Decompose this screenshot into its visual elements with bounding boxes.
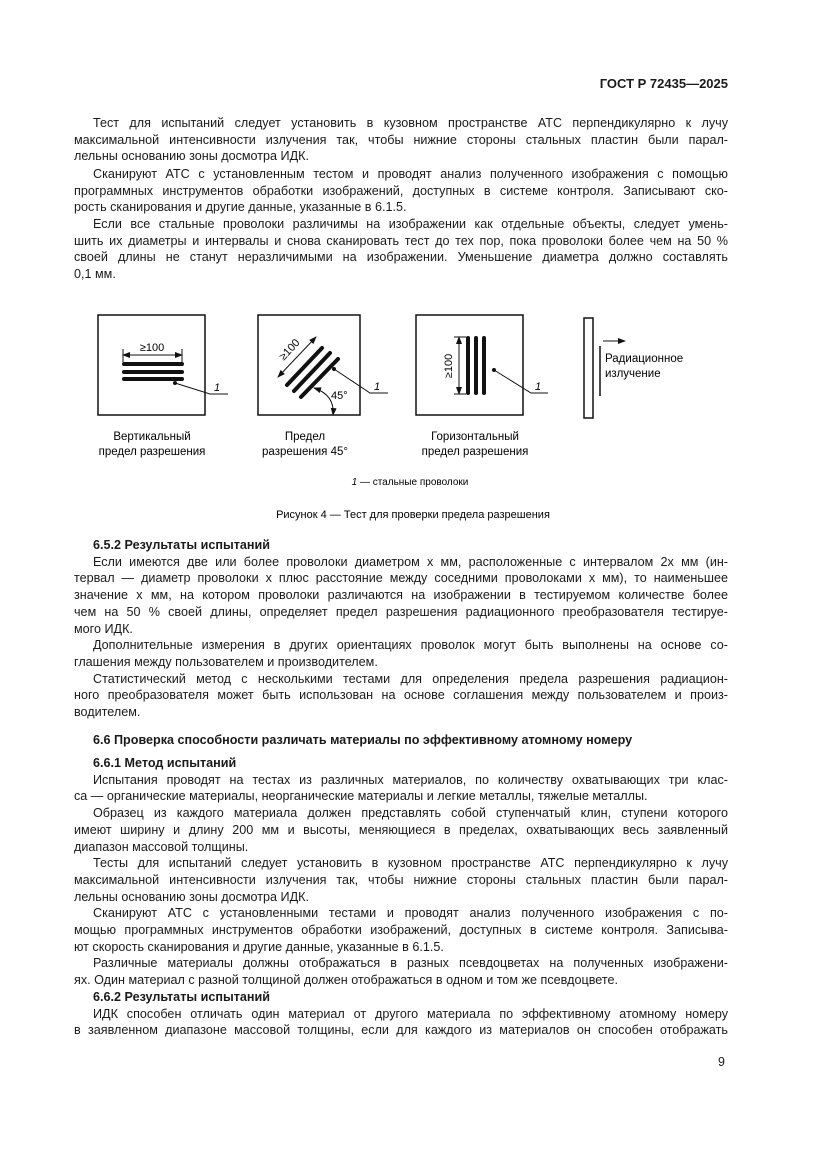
text-line: значение x мм, на котором проволоки различаются на изображении в тестируемом количестве более (74, 588, 728, 603)
text-line: Если все стальные проволоки различимы на изображении как отдельные объекты, следует умень- (93, 217, 728, 231)
text-line: глашения между пользователем и производителем. (74, 654, 378, 669)
callout-label: 1 (374, 381, 381, 393)
text-line: Тесты для испытаний следует установить в кузовном пространстве АТС перпендикулярно к лучу (93, 856, 728, 871)
panel-caption: предел разрешения (98, 446, 206, 458)
text-line: ИДК способен отличать один материал от другого материала по эффективному атомному номеру (93, 1006, 728, 1021)
dimension-label: ≥100 (139, 342, 165, 354)
text-line: максимальной интенсивности излучения так, чтобы нижние стороны стальных пластин были парал- (74, 132, 728, 147)
text-line: чем на 50 % своей длины, определяет предел разрешения радиационного преобразователя тестируе- (74, 604, 728, 619)
panel-caption: разрешения 45° (262, 446, 348, 458)
panel-45 (258, 315, 388, 458)
text-line: Сканируют АТС с установленным тестом и проводят анализ полученного изображения с помощью (93, 167, 728, 181)
text-line: ют скорость сканирования и другие данные, указанные в 6.1.5. (74, 939, 444, 954)
dimension-label: ≥100 (443, 353, 455, 379)
text-line: 0,1 мм. (74, 267, 116, 282)
text-line: в заявленном диапазоне массовой толщины, если для каждого из материалов он способен отображать (74, 1023, 728, 1038)
panel-caption: предел разрешения (421, 446, 529, 458)
paragraph (74, 554, 728, 638)
text-line: са — органические материалы, неорганические материалы и легкие металлы, тяжелые металлы. (74, 789, 648, 804)
paragraph (74, 955, 728, 988)
section-heading: 6.6.2 Результаты испытаний (93, 989, 270, 1004)
section-heading: 6.5.2 Результаты испытаний (93, 538, 270, 552)
paragraph (74, 905, 728, 955)
text-line: лельны основанию зоны досмотра ИДК. (74, 889, 309, 904)
steel-wires (124, 364, 182, 379)
document-header: ГОСТ Р 72435—2025 (599, 76, 728, 91)
callout-label: 1 (535, 381, 542, 393)
page-number: 9 (718, 1055, 725, 1069)
paragraph (74, 671, 728, 721)
radiation-label: излучение (605, 368, 661, 380)
text-line: тервал — диаметр проволоки x плюс расстояние между соседними проволоками x мм), то наименьшее (74, 571, 728, 586)
angle-label: 45° (331, 390, 348, 402)
section-heading: 6.6 Проверка способности различать материалы по эффективному атомному номеру (93, 733, 633, 747)
text-line: Различные материалы должны отображаться в разных псевдоцветах на полученных изображени- (93, 956, 728, 971)
panel-caption: Предел (284, 431, 326, 443)
text-line: Тест для испытаний следует установить в кузовном пространстве АТС перпендикулярно к лучу (93, 116, 728, 130)
callout-label: 1 (214, 382, 221, 394)
text-line: мого ИДК. (74, 621, 133, 636)
text-line: диапазон массовой толщины. (74, 839, 249, 854)
text-line: ного преобразователя может быть использован на основе соглашения между пользователем и произ- (74, 688, 728, 703)
text-line: Дополнительные измерения в других ориентациях проволок могут быть выполнены на основе со- (93, 638, 728, 653)
panel-caption: Вертикальный (113, 431, 191, 443)
panel-horizontal (416, 315, 548, 458)
text-line: шить их диаметры и интервалы и снова сканировать тест до тех пор, пока проволоки более чем на 50 % (74, 233, 728, 248)
text-line: рость сканирования и другие данные, указанные в 6.1.5. (74, 200, 407, 215)
text-line: Если имеются две или более проволоки диаметром x мм, расположенные с интервалом 2x мм (ин- (93, 554, 728, 569)
dimension-label: ≥100 (277, 336, 303, 363)
text-line: ях. Один материал с разной толщиной должен отображаться в одном и том же псевдоцвете. (74, 973, 619, 988)
text-line: лельны основанию зоны досмотра ИДК. (74, 149, 309, 164)
section-6-6-1 (74, 755, 728, 1039)
figure-caption: Рисунок 4 — Тест для проверки предела разрешения (276, 509, 550, 521)
radiation-label: Радиационное (605, 353, 684, 365)
paragraph (74, 637, 728, 670)
radiation-source (584, 318, 683, 418)
figure-4 (0, 0, 827, 530)
text-line: своей длины не станут неразличимыми на изображении. Уменьшение диаметра должно составлять (74, 250, 728, 265)
paragraph (74, 1006, 728, 1039)
text-line: Сканируют АТС с установленными тестами и проводят анализ полученного изображения с по- (93, 906, 728, 921)
text-line: программных инструментов обработки изображений, доступных в системе контроля. Записывают ско- (74, 183, 728, 198)
text-line: Образец из каждого материала должен представлять собой ступенчатый клин, ступени которого (93, 806, 728, 821)
text-line: максимальной интенсивности излучения так, чтобы нижние стороны стальных пластин были парал- (74, 872, 728, 887)
paragraph (74, 805, 728, 855)
text-line: имеют ширину и длину 200 мм и высоты, меняющиеся в пределах, охватывающих весь заявленный (74, 822, 728, 837)
figure-legend: 1 — стальные проволоки (351, 477, 469, 488)
steel-wires (468, 338, 484, 393)
text-line: Испытания проводят на тестах из различных материалов, по количеству охватывающих три клас- (93, 772, 728, 787)
paragraph (74, 855, 728, 905)
section-6-5-2 (74, 537, 728, 721)
text-line: мощью программных инструментов обработки изображений, доступных в системе контроля. Записыва- (74, 923, 728, 938)
text-line: водителем. (74, 705, 141, 720)
section-6-6 (74, 732, 728, 749)
paragraph (74, 772, 728, 805)
text-line: Статистический метод с несколькими тестами для определения предела разрешения радиацион- (93, 671, 728, 686)
panel-caption: Горизонтальный (431, 431, 519, 443)
panel-vertical (98, 315, 228, 458)
section-heading: 6.6.1 Метод испытаний (93, 756, 237, 770)
